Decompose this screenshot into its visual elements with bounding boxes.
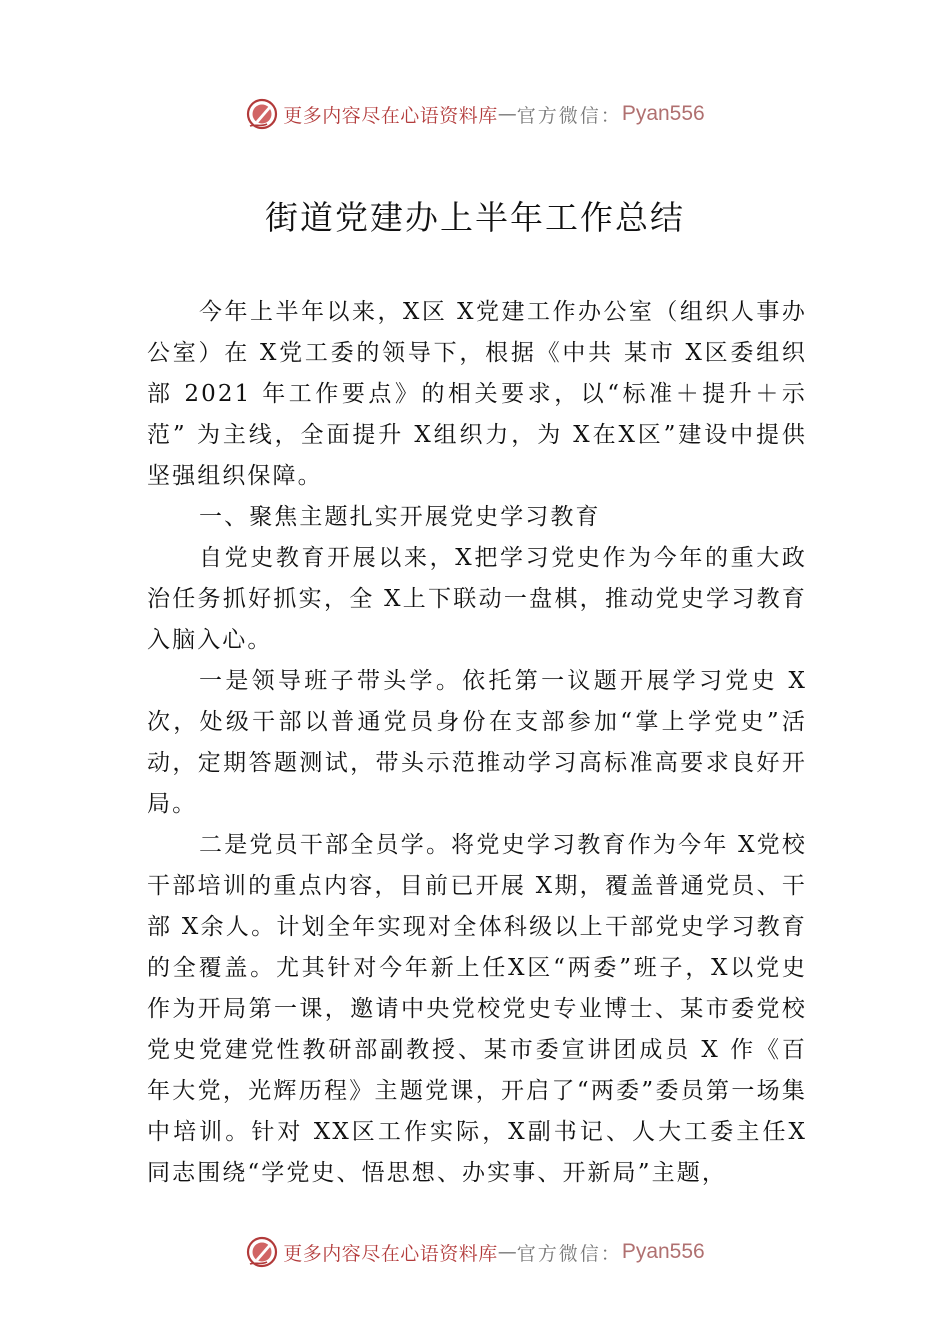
paragraph-leadership-study: 一是领导班子带头学。依托第一议题开展学习党史 X次，处级干部以普通党员身份在支部参加“掌上学党史”活动，定期答题测试，带头示范推动学习高标准高要求良好开局。 [147, 668, 807, 817]
watermark-separator: — [497, 1241, 517, 1263]
watermark-text: 更多内容尽在心语资料库 [283, 104, 498, 127]
paragraph-cadre-study: 二是党员干部全员学。将党史学习教育作为今年 X党校干部培训的重点内容，目前已开展 X期，覆盖普通党员、干部 X余人。计划全年实现对全体科级以上干部党史学习教育的全覆盖。尤其针对今年新上任X区“两委”班子，X以党史作为开局第一课，邀请中央党校党史专业博士、某市委党校党史党建党性教研部副教授、某市委宣讲团成员 X 作《百年大党，光辉历程》主题党课，开启了“两委”委员第一场集中培训。针对 XX区工作实际，X副书记、人大工委主任X同志围绕“学党史、悟思想、办实事、开新局”主题， [147, 832, 807, 1186]
watermark-banner-top [0, 94, 950, 134]
watermark-wechat-id: Pyan556 [621, 1240, 705, 1263]
paragraph-section-1: 自党史教育开展以来，X把学习党史作为今年的重大政治任务抓好抓实，全 X上下联动一盘棋，推动党史学习教育入脑入心。 [147, 545, 807, 653]
watermark-banner-bottom [0, 1232, 950, 1272]
pen-logo-icon [245, 97, 279, 131]
watermark-text: 更多内容尽在心语资料库 [283, 1242, 498, 1265]
section-heading-1: 一、聚焦主题扎实开展党史学习教育 [199, 504, 601, 530]
pen-logo-icon [245, 1235, 279, 1269]
watermark-wechat-label: 官方微信： [516, 1242, 622, 1265]
document-title: 街道党建办上半年工作总结 [265, 198, 685, 237]
watermark-separator: — [497, 103, 517, 125]
watermark-wechat-id: Pyan556 [621, 102, 705, 125]
document-body [147, 292, 807, 1194]
watermark-wechat-label: 官方微信： [516, 104, 622, 127]
paragraph-intro: 今年上半年以来，X区 X党建工作办公室（组织人事办公室）在 X党工委的领导下，根据《中共 某市 X区委组织部 2021 年工作要点》的相关要求，以“标准＋提升＋示范” 为主线，全面提升 X组织力，为 X在X区”建设中提供坚强组织保障。 [147, 299, 807, 489]
